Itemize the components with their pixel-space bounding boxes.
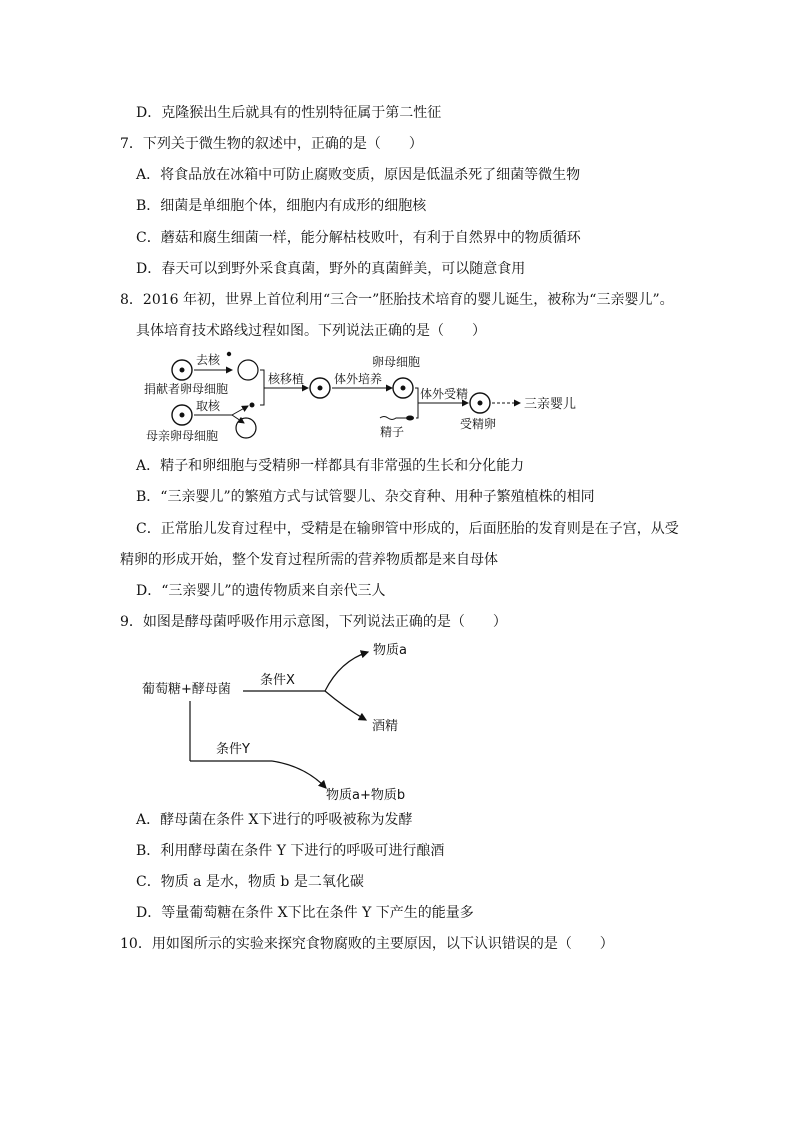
- mother-nucleus-dot: [250, 403, 255, 408]
- q8-option-a: A．精子和卵细胞与受精卵一样都具有非常强的生长和分化能力: [136, 458, 525, 474]
- q10-stem: 10．用如图所示的实验来探究食物腐败的主要原因，以下认识错误的是（ ）: [120, 936, 614, 952]
- q8-option-c-line2: 精卵的形成开始，整个发育过程所需的营养物质都是来自母体: [120, 552, 498, 568]
- label-reactants: 葡萄糖+酵母菌: [142, 682, 231, 697]
- q8-stem-line2: 具体培育技术路线过程如图。下列说法正确的是（ ）: [136, 323, 486, 339]
- reconstructed-egg-cell: [310, 378, 330, 398]
- q7-option-b: B．细菌是单细胞个体，细胞内有成形的细胞核: [136, 198, 427, 214]
- label-substance-a-plus-b: 物质a+物质b: [326, 788, 406, 803]
- zygote-cell: [470, 393, 490, 413]
- q8-stem-line1: 8．2016 年初，世界上首位利用“三合一”胚胎技术培育的婴儿诞生，被称为“三亲婴儿”。: [120, 292, 674, 308]
- q9-option-d: D．等量葡萄糖在条件 X下比在条件 Y 下产生的能量多: [136, 905, 474, 921]
- cultured-egg-cell: [393, 378, 413, 398]
- label-nuclear-transfer: 核移植: [268, 372, 305, 386]
- q9-option-a: A．酵母菌在条件 X下进行的呼吸被称为发酵: [136, 812, 413, 828]
- label-condition-x: 条件X: [260, 673, 295, 688]
- label-donor-egg: 捐献者卵母细胞: [144, 382, 229, 396]
- q9-stem: 9．如图是酵母菌呼吸作用示意图，下列说法正确的是（ ）: [120, 614, 507, 630]
- label-remove-nucleus: 去核: [196, 353, 221, 367]
- label-in-vitro-culture: 体外培养: [334, 372, 383, 386]
- label-take-nucleus: 取核: [196, 399, 221, 413]
- q8-option-d: D．“三亲婴儿”的遗传物质来自亲代三人: [136, 583, 386, 599]
- sperm-head: [406, 416, 414, 421]
- q7-option-d: D．春天可以到野外采食真菌，野外的真菌鲜美，可以随意食用: [136, 261, 526, 277]
- q7-option-c: C．蘑菇和腐生细菌一样，能分解枯枝败叶，有利于自然界中的物质循环: [136, 230, 581, 246]
- label-three-parent-baby: 三亲婴儿: [524, 397, 577, 412]
- label-sperm: 精子: [380, 425, 405, 439]
- q9-figure-yeast-respiration: [140, 636, 420, 806]
- q7-stem: 7．下列关于微生物的叙述中，正确的是（ ）: [120, 136, 423, 152]
- label-in-vitro-fertilization: 体外受精: [420, 387, 469, 401]
- sperm-tail: [380, 417, 406, 420]
- q9-option-c: C．物质 a 是水，物质 b 是二氧化碳: [136, 874, 364, 890]
- mother-egg-cytoplasm: [236, 418, 256, 438]
- label-oocyte: 卵母细胞: [372, 355, 421, 369]
- q8-option-c-line1: C．正常胎儿发育过程中，受精是在输卵管中形成的，后面胚胎的发育则是在子宫，从受: [136, 521, 679, 537]
- donor-egg-cell: [172, 360, 192, 380]
- q9-option-b: B．利用酵母菌在条件 Y 下进行的呼吸可进行酿酒: [136, 843, 445, 859]
- label-condition-y: 条件Y: [216, 742, 250, 757]
- q8-figure-three-parent-baby: [140, 348, 580, 448]
- mother-egg-cell: [172, 405, 192, 425]
- label-substance-a: 物质a: [373, 643, 407, 658]
- removed-nucleus-dot: [227, 352, 231, 356]
- q6-option-d: D．克隆猴出生后就具有的性别特征属于第二性征: [136, 105, 442, 121]
- label-mother-egg: 母亲卵母细胞: [146, 429, 219, 443]
- q7-option-a: A．将食品放在冰箱中可防止腐败变质，原因是低温杀死了细菌等微生物: [136, 167, 581, 183]
- enucleated-donor-egg: [238, 360, 258, 380]
- label-zygote: 受精卵: [460, 417, 497, 431]
- label-alcohol: 酒精: [372, 719, 399, 734]
- q8-option-b: B．“三亲婴儿”的繁殖方式与试管婴儿、杂交育种、用种子繁殖植株的相同: [136, 489, 595, 505]
